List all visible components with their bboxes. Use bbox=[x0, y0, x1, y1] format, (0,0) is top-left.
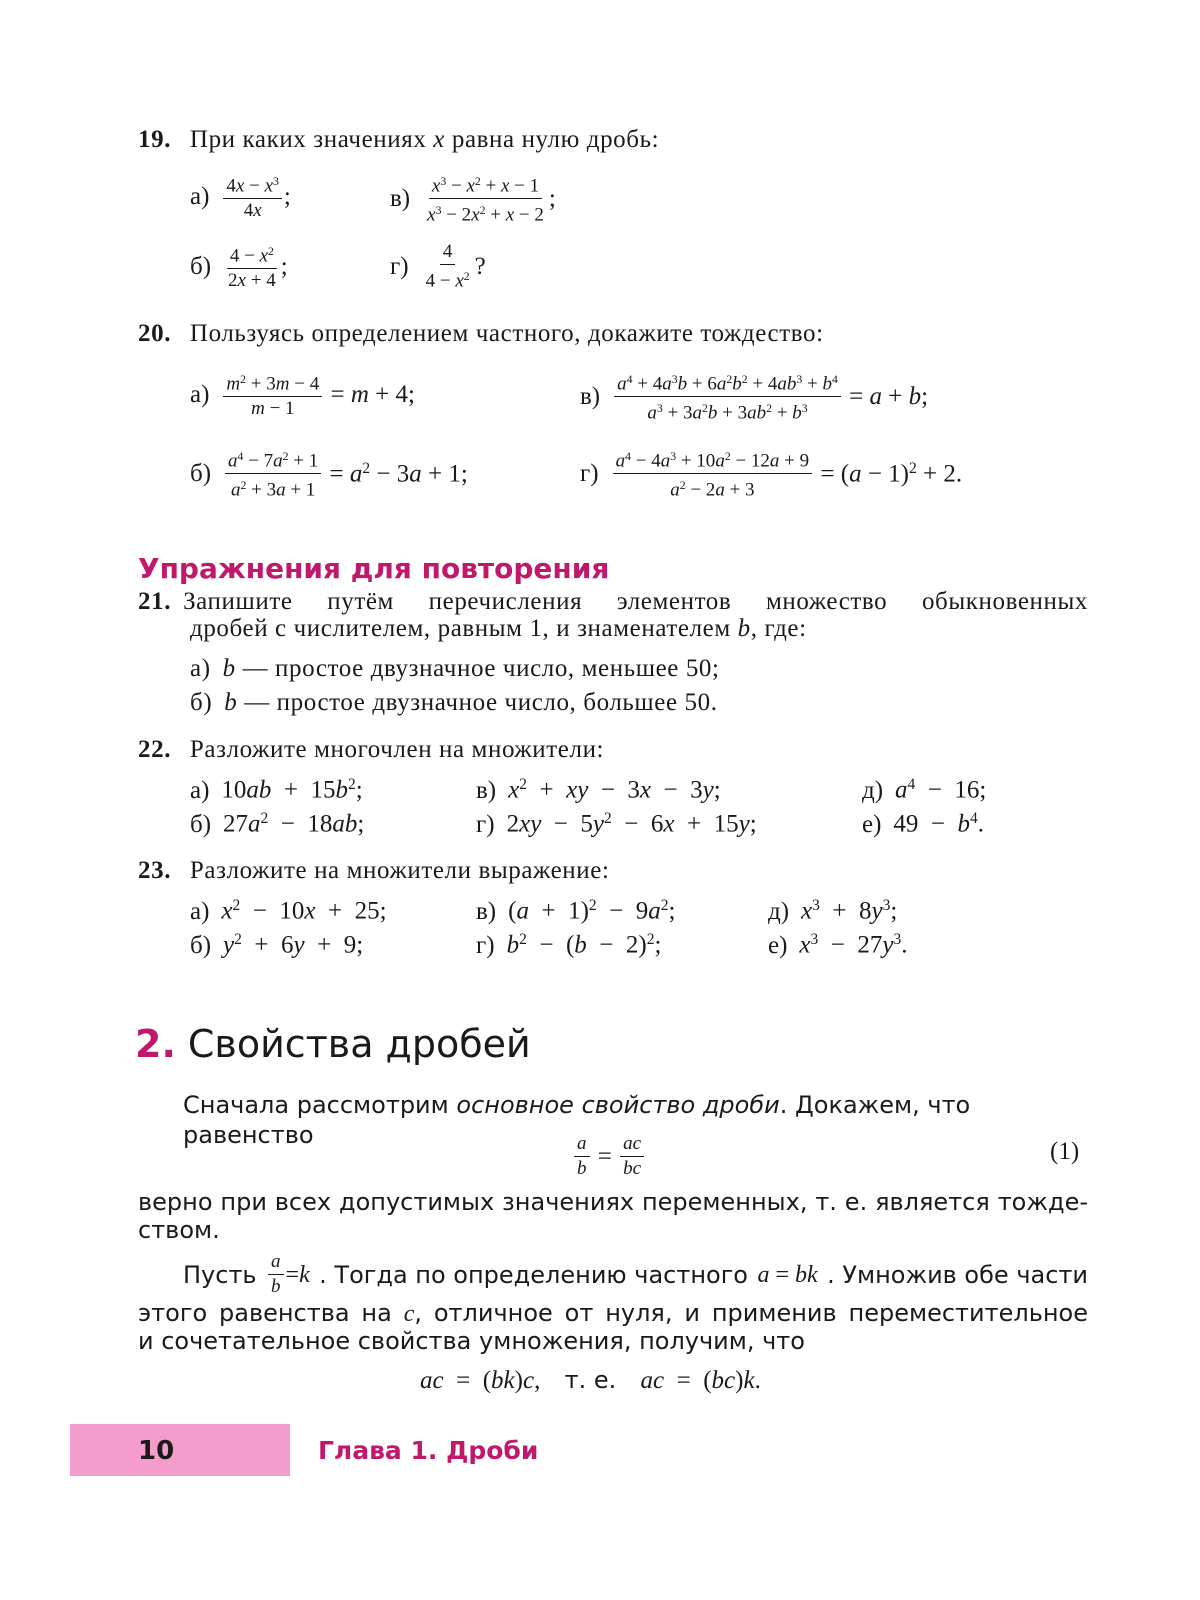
ex20-item-v: в) $\frac{a^4 + 4a^3b + 6a^2b^2 + 4ab^3 + b^4}{a^3 + 3a^2b + 3ab^2 + b^3}$ = a + b; bbox=[580, 368, 928, 426]
fraction: $\frac{a^4 - 7a^2 + 1}{a^2 + 3a + 1}$ bbox=[225, 445, 321, 503]
fraction: $\frac{a^4 + 4a^3b + 6a^2b^2 + 4ab^3 + b^4}{a^3 + 3a^2b + 3ab^2 + b^3}$ bbox=[614, 368, 841, 426]
exercise-20-statement: 20. Пользуясь определением частного, докажите тождество: bbox=[138, 320, 824, 347]
paragraph-line: верно при всех допустимых значениях переменных, т. е. является тожде- bbox=[138, 1188, 1088, 1216]
final-equation: ac = (bk)c, т. е. ac = (bc)k. bbox=[420, 1366, 761, 1394]
ex19-item-g: г) $\frac{4}{4 - x^2}$ ? bbox=[390, 241, 486, 292]
ex21-item-b: б) b — простое двузначное число, большее 50. bbox=[190, 689, 718, 716]
chapter-heading bbox=[135, 1022, 531, 1066]
fraction: $\frac{a}{b}$ bbox=[268, 1250, 284, 1299]
ex23-item-d: д) $x^3 + 8y^3$; bbox=[768, 897, 898, 925]
ex23-item-e: е) $x^3 - 27y^3$. bbox=[768, 931, 908, 959]
ex23-item-g: г) $b^2 - (b - 2)^2$; bbox=[476, 931, 662, 959]
equation-1: $\frac{a}{b}$ = $\frac{ac}{bc}$ bbox=[572, 1132, 646, 1181]
section-heading: Упражнения для повторения bbox=[138, 552, 610, 585]
ex19-item-b: б) $\frac{4 - x^2}{2x + 4}$ ; bbox=[190, 240, 288, 293]
ex22-item-e: е) $49 - b^4$. bbox=[862, 810, 985, 838]
ex21-item-a: а) b — простое двузначное число, меньшее 50; bbox=[190, 655, 720, 682]
ex20-item-a: а) $\frac{m^2 + 3m - 4}{m - 1}$ = m + 4; bbox=[190, 368, 415, 421]
ex22-item-b: б) $27a^2 - 18ab$; bbox=[190, 810, 365, 838]
ex22-item-a: а) $10ab + 15b^2$; bbox=[190, 776, 363, 804]
ex22-item-d: д) $a^4 - 16$; bbox=[862, 776, 987, 804]
exercise-number: 22. bbox=[138, 736, 172, 763]
page-number: 10 bbox=[138, 1436, 175, 1466]
exercise-number: 21. bbox=[138, 588, 172, 615]
footer-page-bar bbox=[70, 1424, 290, 1476]
ex23-item-v: в) $(a + 1)^2 - 9a^2$; bbox=[476, 897, 676, 925]
fraction: $\frac{4 - x^2}{2x + 4}$ bbox=[225, 240, 279, 293]
paragraph-let: Пусть $\frac{a}{b}$ = k . Тогда по определению частного a = bk . Умножив обе части bbox=[183, 1251, 1088, 1297]
fraction: $\frac{4x - x^3}{4x}$ bbox=[223, 170, 281, 223]
ex23-item-b: б) $y^2 + 6y + 9$; bbox=[190, 931, 364, 959]
exercise-21-line2: дробей с числителем, равным 1, и знаменателем b, где: bbox=[190, 615, 807, 642]
ex19-item-v: в) $\frac{x^3 - x^2 + x - 1}{x^3 - 2x^2 + x - 2}$ ; bbox=[390, 170, 556, 228]
fraction: $\frac{m^2 + 3m - 4}{m - 1}$ bbox=[223, 368, 322, 421]
paragraph-line: этого равенства на c, отличное от нуля, и применив переместительное bbox=[138, 1299, 1088, 1327]
ex20-item-g: г) $\frac{a^4 - 4a^3 + 10a^2 - 12a + 9}{a^2 - 2a + 3}$ = $(a - 1)^2 + 2$. bbox=[580, 445, 962, 503]
footer-chapter-title: Глава 1. Дроби bbox=[318, 1436, 539, 1465]
exercise-19-statement: 19. При каких значениях x равна нулю дробь: bbox=[138, 126, 660, 153]
ex23-item-a: а) $x^2 - 10x + 25$; bbox=[190, 897, 387, 925]
fraction: $\frac{a^4 - 4a^3 + 10a^2 - 12a + 9}{a^2 - 2a + 3}$ bbox=[613, 445, 813, 503]
paragraph-line: ством. bbox=[138, 1216, 220, 1244]
exercise-number: 20. bbox=[138, 320, 172, 347]
chapter-number: 2. bbox=[135, 1022, 176, 1066]
equation-number: (1) bbox=[1050, 1138, 1080, 1165]
paragraph-line: и сочетательное свойства умножения, получим, что bbox=[138, 1327, 805, 1355]
fraction: $\frac{x^3 - x^2 + x - 1}{x^3 - 2x^2 + x - 2}$ bbox=[424, 170, 547, 228]
exercise-21-statement: 21. Запишите путём перечисления элементов множество обыкновенных bbox=[138, 588, 1088, 615]
paragraph-intro: Сначала рассмотрим основное свойство дроби. Докажем, что равенство bbox=[183, 1091, 971, 1149]
fraction: $\frac{a}{b}$ bbox=[574, 1132, 590, 1181]
exercise-number: 19. bbox=[138, 126, 172, 153]
chapter-title: Свойства дробей bbox=[187, 1022, 531, 1066]
ex22-item-g: г) $2xy - 5y^2 - 6x + 15y$; bbox=[476, 810, 757, 838]
exercise-number: 23. bbox=[138, 857, 172, 884]
ex20-item-b: б) $\frac{a^4 - 7a^2 + 1}{a^2 + 3a + 1}$ = $a^2 - 3a + 1$; bbox=[190, 445, 468, 503]
ex22-item-v: в) $x^2$ + xy − 3x − 3y; bbox=[476, 776, 721, 804]
ex19-item-a: а) $\frac{4x - x^3}{4x}$ ; bbox=[190, 170, 291, 223]
exercise-23-statement: 23. Разложите на множители выражение: bbox=[138, 857, 610, 884]
fraction: $\frac{4}{4 - x^2}$ bbox=[425, 241, 470, 292]
exercise-22-statement: 22. Разложите многочлен на множители: bbox=[138, 736, 605, 763]
fraction: $\frac{ac}{bc}$ bbox=[620, 1132, 644, 1181]
